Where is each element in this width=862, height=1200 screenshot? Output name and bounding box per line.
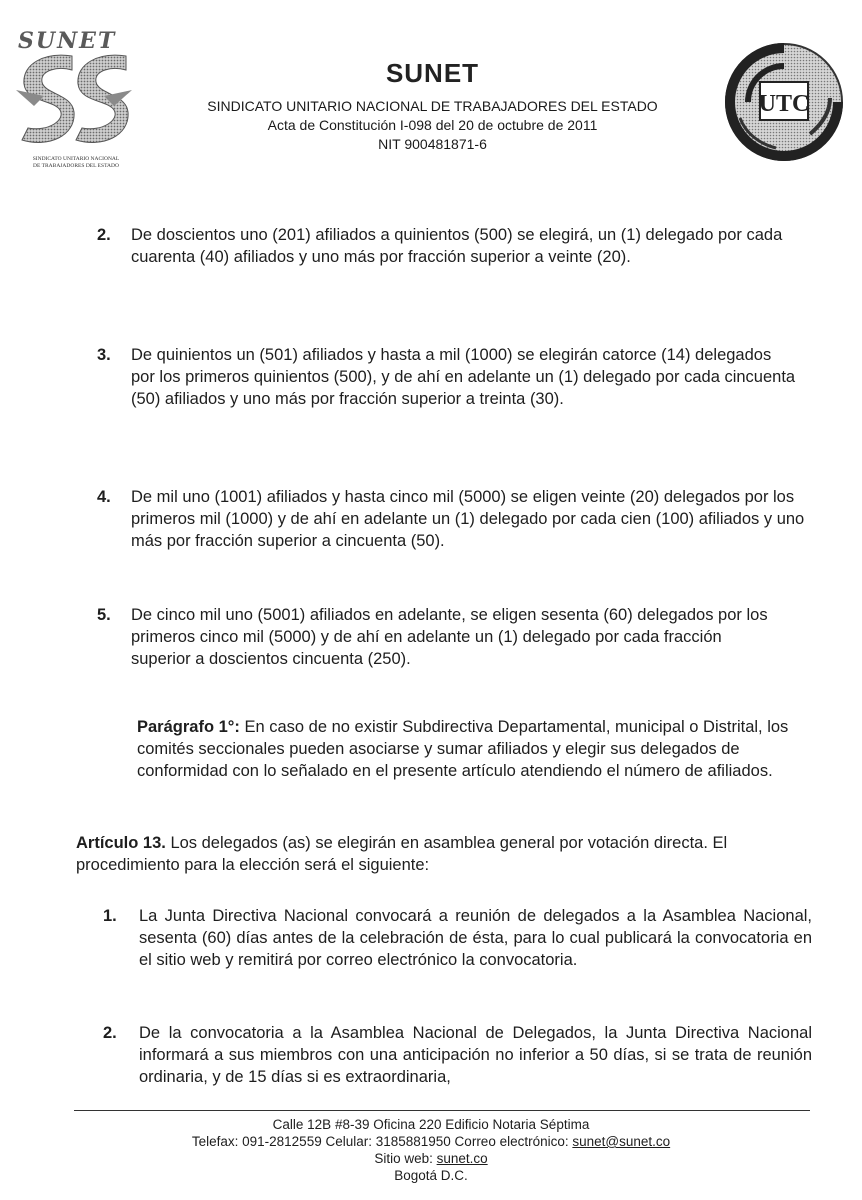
list-item-text: La Junta Directiva Nacional convocará a reunión de delegados a la Asamblea Nacional, sesenta (60) días antes de la celebración de ésta, para lo cual publicará la convocatoria en el sitio web y remitirá por correo electrónico la convocatoria. xyxy=(139,907,812,969)
list-item-number: 1. xyxy=(103,907,117,925)
articulo-block xyxy=(76,832,796,876)
header-union-name: SINDICATO UNITARIO NACIONAL DE TRABAJADORES DEL ESTADO xyxy=(207,98,658,114)
footer-email-link[interactable]: sunet@sunet.co xyxy=(572,1134,671,1149)
footer-divider xyxy=(74,1110,810,1111)
logo-caption-line2: DE TRABAJADORES DEL ESTADO xyxy=(33,163,119,169)
footer-web-label: Sitio web: xyxy=(374,1151,437,1166)
utc-logo-text: UTC xyxy=(758,91,810,117)
footer-web-link[interactable]: sunet.co xyxy=(436,1151,488,1166)
list-item-text: De la convocatoria a la Asamblea Nacional de Delegados, la Junta Directiva Nacional informará a sus miembros con una anticipación no inferior a 50 días, si se trata de reunión ordinaria, y de 15 días si es extraordinaria, xyxy=(139,1024,812,1086)
utc-logo xyxy=(718,38,846,166)
logo-script-text: SUNET xyxy=(18,28,117,54)
footer-web xyxy=(0,1151,862,1167)
paragrafo-text: En caso de no existir Subdirectiva Departamental, municipal o Distrital, los comités seccionales pueden asociarse y sumar afiliados y elegir sus delegados de conformidad con lo señalado en el presente artículo atendiendo el número de afiliados. xyxy=(137,718,789,780)
sunet-logo xyxy=(8,22,140,172)
articulo-text: Los delegados (as) se elegirán en asamblea general por votación directa. El procedimiento para la elección será el siguiente: xyxy=(76,834,728,874)
list-item-text: De cinco mil uno (5001) afiliados en adelante, se eligen sesenta (60) delegados por los primeros cinco mil (5000) y de ahí en adelante un (1) delegado por cada fracción superior a doscientos cincuenta (250). xyxy=(131,606,768,668)
footer-city: Bogotá D.C. xyxy=(394,1168,468,1183)
paragrafo-label: Parágrafo 1°: xyxy=(137,718,240,736)
header-nit: NIT 900481871-6 xyxy=(378,136,487,152)
utc-emblem-icon xyxy=(718,38,846,166)
footer-contact xyxy=(0,1134,862,1150)
header-acta: Acta de Constitución I-098 del 20 de octubre de 2011 xyxy=(267,117,598,133)
list-item-text: De mil uno (1001) afiliados y hasta cinco mil (5000) se eligen veinte (20) delegados por los primeros mil (1000) y de ahí en adelante un (1) delegado por cada cien (100) afiliados y uno más por fracción superior a cincuenta (50). xyxy=(131,488,805,550)
sunet-emblem-icon xyxy=(14,50,134,150)
footer-address: Calle 12B #8-39 Oficina 220 Edificio Notaria Séptima xyxy=(272,1117,590,1132)
list-item-text: De doscientos uno (201) afiliados a quinientos (500) se elegirá, un (1) delegado por cada cuarenta (40) afiliados y uno más por fracción superior a veinte (20). xyxy=(131,226,783,266)
header-title: SUNET xyxy=(385,58,480,88)
paragrafo-block xyxy=(137,716,823,782)
list-item-number: 2. xyxy=(97,226,111,244)
list-item-number: 2. xyxy=(103,1024,117,1042)
list-item-text: De quinientos un (501) afiliados y hasta a mil (1000) se elegirán catorce (14) delegados por los primeros quinientos (500), y de ahí en adelante un (1) delegado por cada cincuenta (50) afiliados y uno más por fracción superior a treinta (30). xyxy=(131,346,796,408)
articulo-label: Artículo 13. xyxy=(76,834,166,852)
list-item-number: 3. xyxy=(97,346,111,364)
list-item-number: 4. xyxy=(97,488,111,506)
footer-phones: Telefax: 091-2812559 Celular: 3185881950 Correo electrónico: xyxy=(191,1134,573,1149)
logo-caption-line1: SINDICATO UNITARIO NACIONAL xyxy=(32,156,120,162)
list-item-number: 5. xyxy=(97,606,111,624)
